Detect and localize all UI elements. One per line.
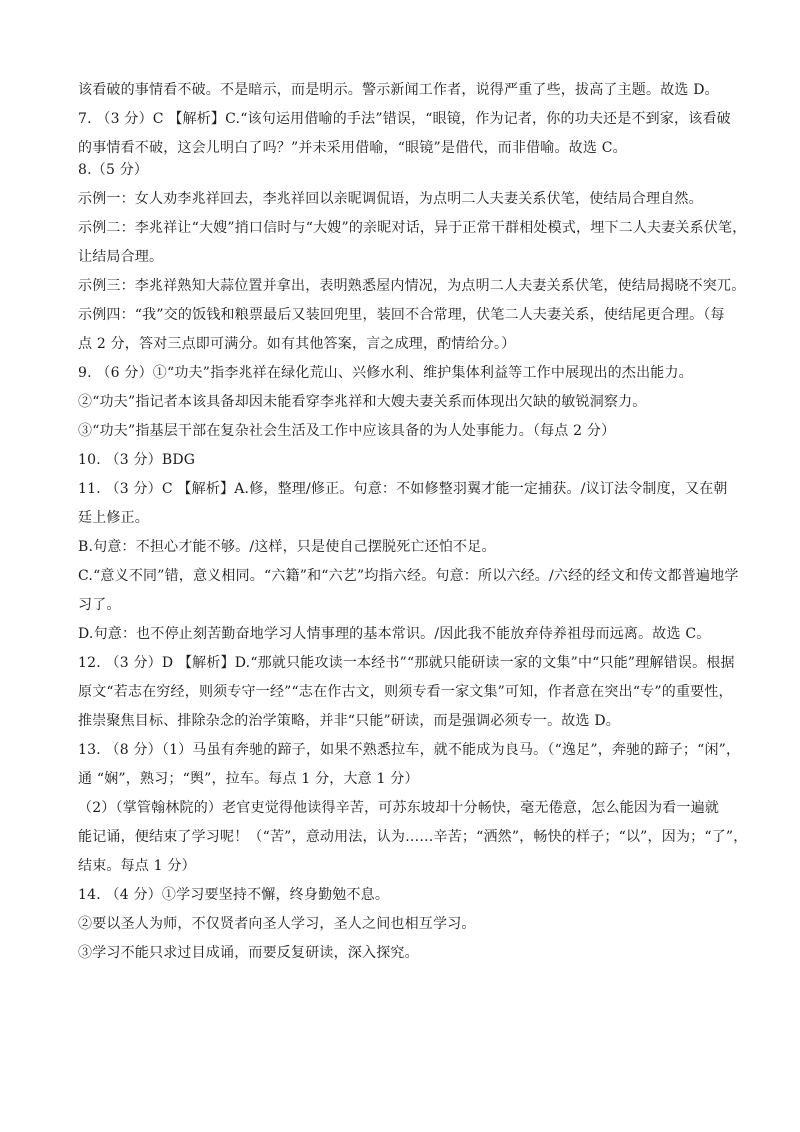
text-line: ③学习不能只求过目成诵，而要反复研读，深入探究。 (78, 945, 419, 961)
text-line: 习了。 (78, 597, 121, 613)
text-line: 推崇聚焦目标、排除杂念的治学策略，并非“只能”研读，而是强调必须专一。故选 D。 (78, 713, 620, 729)
text-line: 让结局合理。 (78, 249, 164, 265)
text-line: 7. （3 分）C 【解析】C.“该句运用借喻的手法”错误，“眼镜，作为记者，你的功夫还是不到家，该看破 (78, 111, 731, 127)
text-line: 12. （3 分）D 【解析】D.“那就只能攻读一本经书”“那就只能研读一家的文集”中“只能”理解错误。根据 (78, 655, 735, 671)
text-line: ③“功夫”指基层干部在复杂社会生活及工作中应该具备的为人处事能力。（每点 2 分） (78, 423, 616, 439)
text-line: 通 “娴”，熟习；“舆”，拉车。每点 1 分，大意 1 分） (78, 771, 419, 787)
text-line: 示例四：“我”交的饭钱和粮票最后又装回兜里，装回不合常理，伏笔二人夫妻关系，使结尾更合理。（每 (78, 307, 725, 323)
text-line: B.句意：不担心才能不够。/这样，只是使自己摆脱死亡还怕不足。 (78, 539, 496, 555)
text-line: 10. （3 分）BDG (78, 452, 196, 468)
text-line: 廷上修正。 (78, 510, 149, 526)
text-line: 9. （6 分）①“功夫”指李兆祥在绿化荒山、兴修水利、维护集体利益等工作中展现出的杰出能力。 (78, 365, 693, 381)
answer-key-page (78, 80, 748, 963)
text-line: 13. （8 分）（1）马虽有奔驰的蹄子，如果不熟悉拉车，就不能成为良马。（“逸足”，奔驰的蹄子；“闲”， (78, 742, 741, 758)
text-line: 11. （3 分）C 【解析】A.修，整理/修正。句意：不如修整羽翼才能一定捕获。/议订法令制度，又在朝 (78, 481, 728, 497)
text-line: 的事情看不破，这会儿明白了吗？”并未采用借喻，“眼镜”是借代，而非借喻。故选 C。 (78, 140, 627, 156)
text-line: 原文“若志在穷经，则须专守一经”“志在作古文，则须专看一家文集”可知，作者意在突出“专”的重要性， (78, 684, 733, 700)
text-line: 8.（5 分） (78, 162, 149, 178)
text-line: （2）（掌管翰林院的）老官吏觉得他读得辛苦，可苏东坡却十分畅快，毫无倦意，怎么能因为看一遍就 (78, 800, 720, 816)
text-line: ②“功夫”指记者本该具备却因未能看穿李兆祥和大嫂夫妻关系而体现出欠缺的敏锐洞察力。 (78, 394, 647, 410)
text-line: 点 2 分，答对三点即可满分。如有其他答案，言之成理，酌情给分。） (78, 336, 516, 352)
text-line: D.句意：也不停止刻苦勤奋地学习人情事理的基本常识。/因此我不能放弃侍养祖母而远离。故选 C。 (78, 626, 711, 642)
text-line: 该看破的事情看不破。不是暗示，而是明示。警示新闻工作者，说得严重了些，拔高了主题。故选 D。 (78, 82, 719, 98)
text-line: 示例二：李兆祥让“大嫂”捎口信时与“大嫂”的亲昵对话，异于正常干群相处模式，埋下二人夫妻关系伏笔， (78, 220, 747, 236)
text-line: 示例三：李兆祥熟知大蒜位置并拿出，表明熟悉屋内情况，为点明二人夫妻关系伏笔，使结局揭晓不突兀。 (78, 278, 746, 294)
text-line: 示例一：女人劝李兆祥回去，李兆祥回以亲昵调侃语，为点明二人夫妻关系伏笔，使结局合理自然。 (78, 191, 703, 207)
text-line: ②要以圣人为师，不仅贤者向圣人学习，圣人之间也相互学习。 (78, 916, 476, 932)
text-line: 14. （4 分）①学习要坚持不懈，终身勤勉不息。 (78, 887, 390, 903)
text-line: C.“意义不同”错，意义相同。“六籍”和“六艺”均指六经。句意：所以六经。/六经的经文和传文都普遍地学 (78, 568, 739, 584)
text-line: 结束。每点 1 分） (78, 858, 196, 874)
text-line: 能记诵，便结束了学习呢！（“苦”，意动用法，认为……辛苦；“洒然”，畅快的样子；“以”，因为；“了”， (78, 829, 748, 845)
